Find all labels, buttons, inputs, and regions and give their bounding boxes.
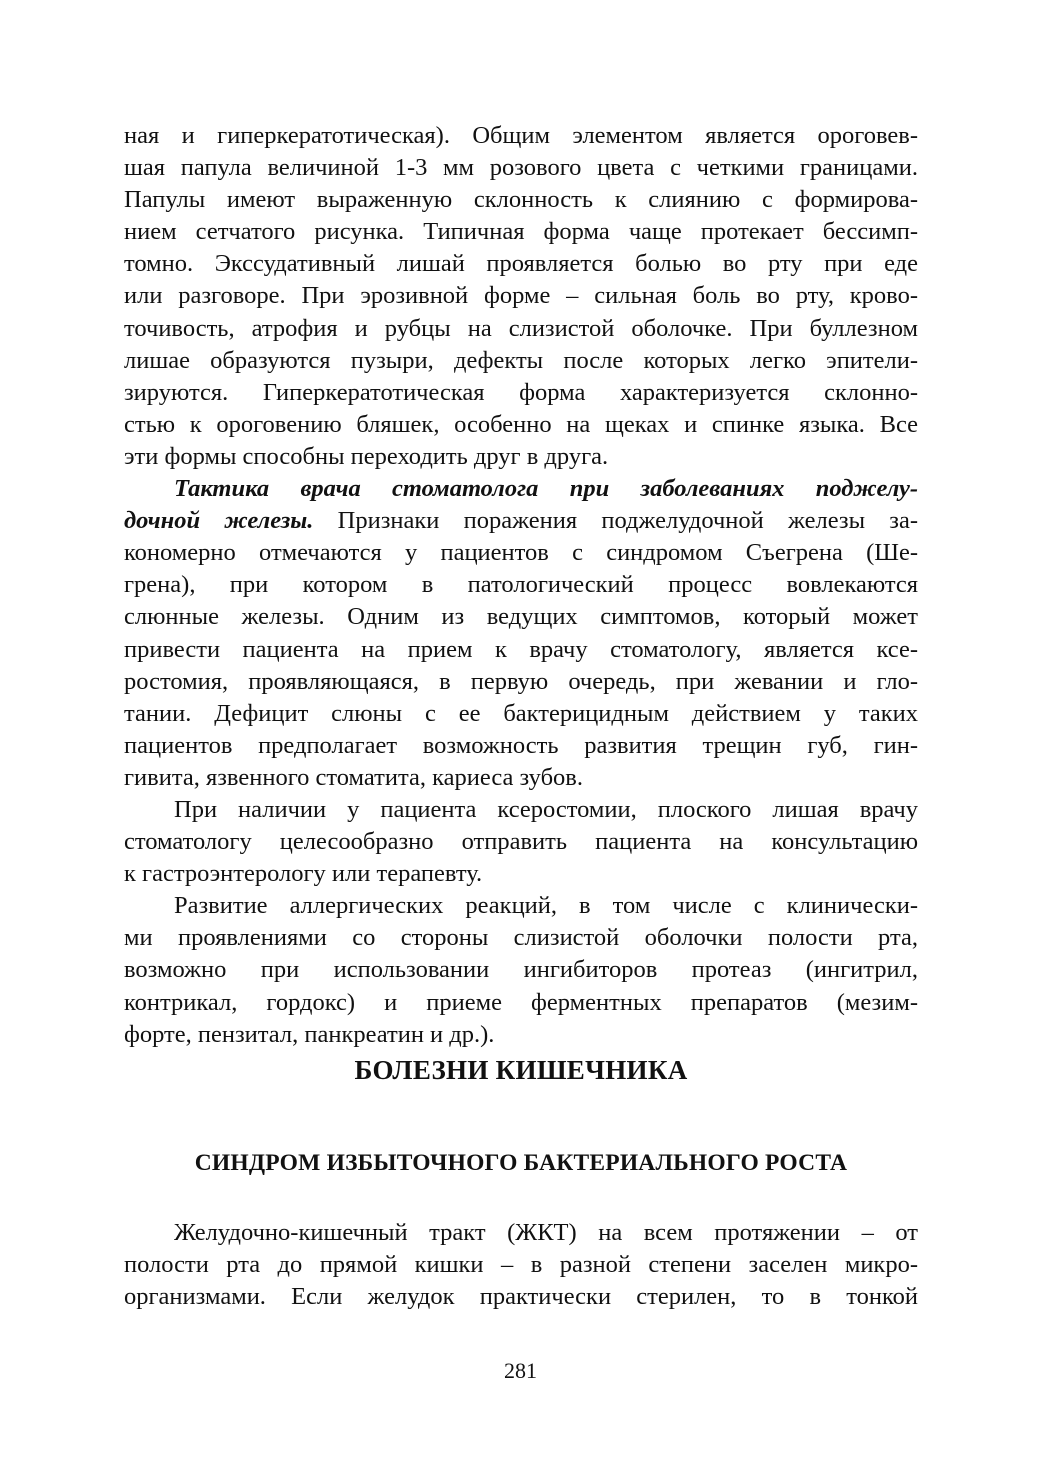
run-in-heading-end: дочной железы. (124, 507, 314, 535)
text-line: или разговоре. При эрозивной форме – сильная боль во рту, крово- (124, 282, 918, 310)
page-number: 281 (504, 1358, 537, 1383)
text-line: эти формы способны переходить друг в друга. (124, 442, 609, 470)
text-line: шая папула величиной 1-3 мм розового цвета с четкими границами. (124, 154, 918, 182)
text-line: Развитие аллергических реакций, в том числе с клинически- (174, 892, 918, 920)
text-line: томно. Экссудативный лишай проявляется болью во рту при еде (124, 250, 918, 278)
text-line: точивость, атрофия и рубцы на слизистой оболочке. При буллезном (124, 314, 918, 342)
paragraph-pancreas-tactics (124, 473, 918, 794)
text-line: ми проявлениями со стороны слизистой оболочки полости рта, (124, 924, 918, 952)
text-line: к гастроэнтерологу или терапевту. (124, 860, 483, 888)
text-line: нием сетчатого рисунка. Типичная форма чаще протекает бессимп- (124, 218, 918, 246)
text-line: контрикал, гордокс) и приеме ферментных препаратов (мезим- (124, 988, 918, 1016)
section-heading: БОЛЕЗНИ КИШЕЧНИКА (354, 1054, 688, 1085)
subsection-heading: СИНДРОМ ИЗБЫТОЧНОГО БАКТЕРИАЛЬНОГО РОСТА (194, 1149, 848, 1176)
text-line: кономерно отмечаются у пациентов с синдромом Съегрена (Ше- (124, 539, 918, 567)
text-line: зируются. Гиперкератотическая форма характеризуется склонно- (124, 378, 918, 406)
text-line: полости рта до прямой кишки – в разной степени заселен микро- (124, 1250, 918, 1278)
text-line: тании. Дефицит слюны с ее бактерицидным действием у таких (124, 699, 918, 727)
text-line: стоматологу целесообразно отправить пациента на консультацию (124, 828, 918, 856)
text-line: грена), при котором в патологический процесс вовлекаются (124, 571, 918, 599)
text-line: При наличии у пациента ксеростомии, плоского лишая врачу (174, 795, 918, 823)
text-line: Папулы имеют выраженную склонность к слиянию с формирова- (124, 186, 918, 214)
text-line: пациентов предполагает возможность развития трещин губ, гин- (124, 731, 918, 759)
paragraph-gi-tract (124, 1217, 918, 1313)
text-line: возможно при использовании ингибиторов протеаз (ингитрил, (124, 956, 918, 984)
text-line: организмами. Если желудок практически стерилен, то в тонкой (124, 1282, 918, 1310)
text-line: привести пациента на прием к врачу стоматологу, является ксе- (124, 635, 918, 663)
document-page (124, 120, 918, 1313)
paragraph-lichen-forms (124, 120, 918, 473)
paragraph-xerostomia (124, 794, 918, 890)
text-line: слюнные железы. Одним из ведущих симптомов, который может (124, 603, 918, 631)
text-fragment: Признаки поражения поджелудочной железы за- (313, 507, 918, 535)
text-line (124, 505, 918, 537)
text-line: ростомия, проявляющаяся, в первую очередь, при жевании и гло- (124, 667, 918, 695)
text-line: ная и гиперкератотическая). Общим элементом является ороговев- (124, 122, 918, 149)
paragraph-allergic-reactions (124, 890, 918, 1050)
text-line: гивита, язвенного стоматита, кариеса зубов. (124, 763, 583, 791)
text-line: стью к ороговению бляшек, особенно на щеках и спинке языка. Все (124, 410, 918, 438)
text-line: Желудочно-кишечный тракт (ЖКТ) на всем протяжении – от (174, 1218, 918, 1246)
run-in-heading: Тактика врача стоматолога при заболеваниях поджелу- (174, 475, 918, 503)
text-line: форте, пензитал, панкреатин и др.). (124, 1020, 495, 1048)
text-line: лишае образуются пузыри, дефекты после которых легко эпители- (124, 346, 918, 374)
